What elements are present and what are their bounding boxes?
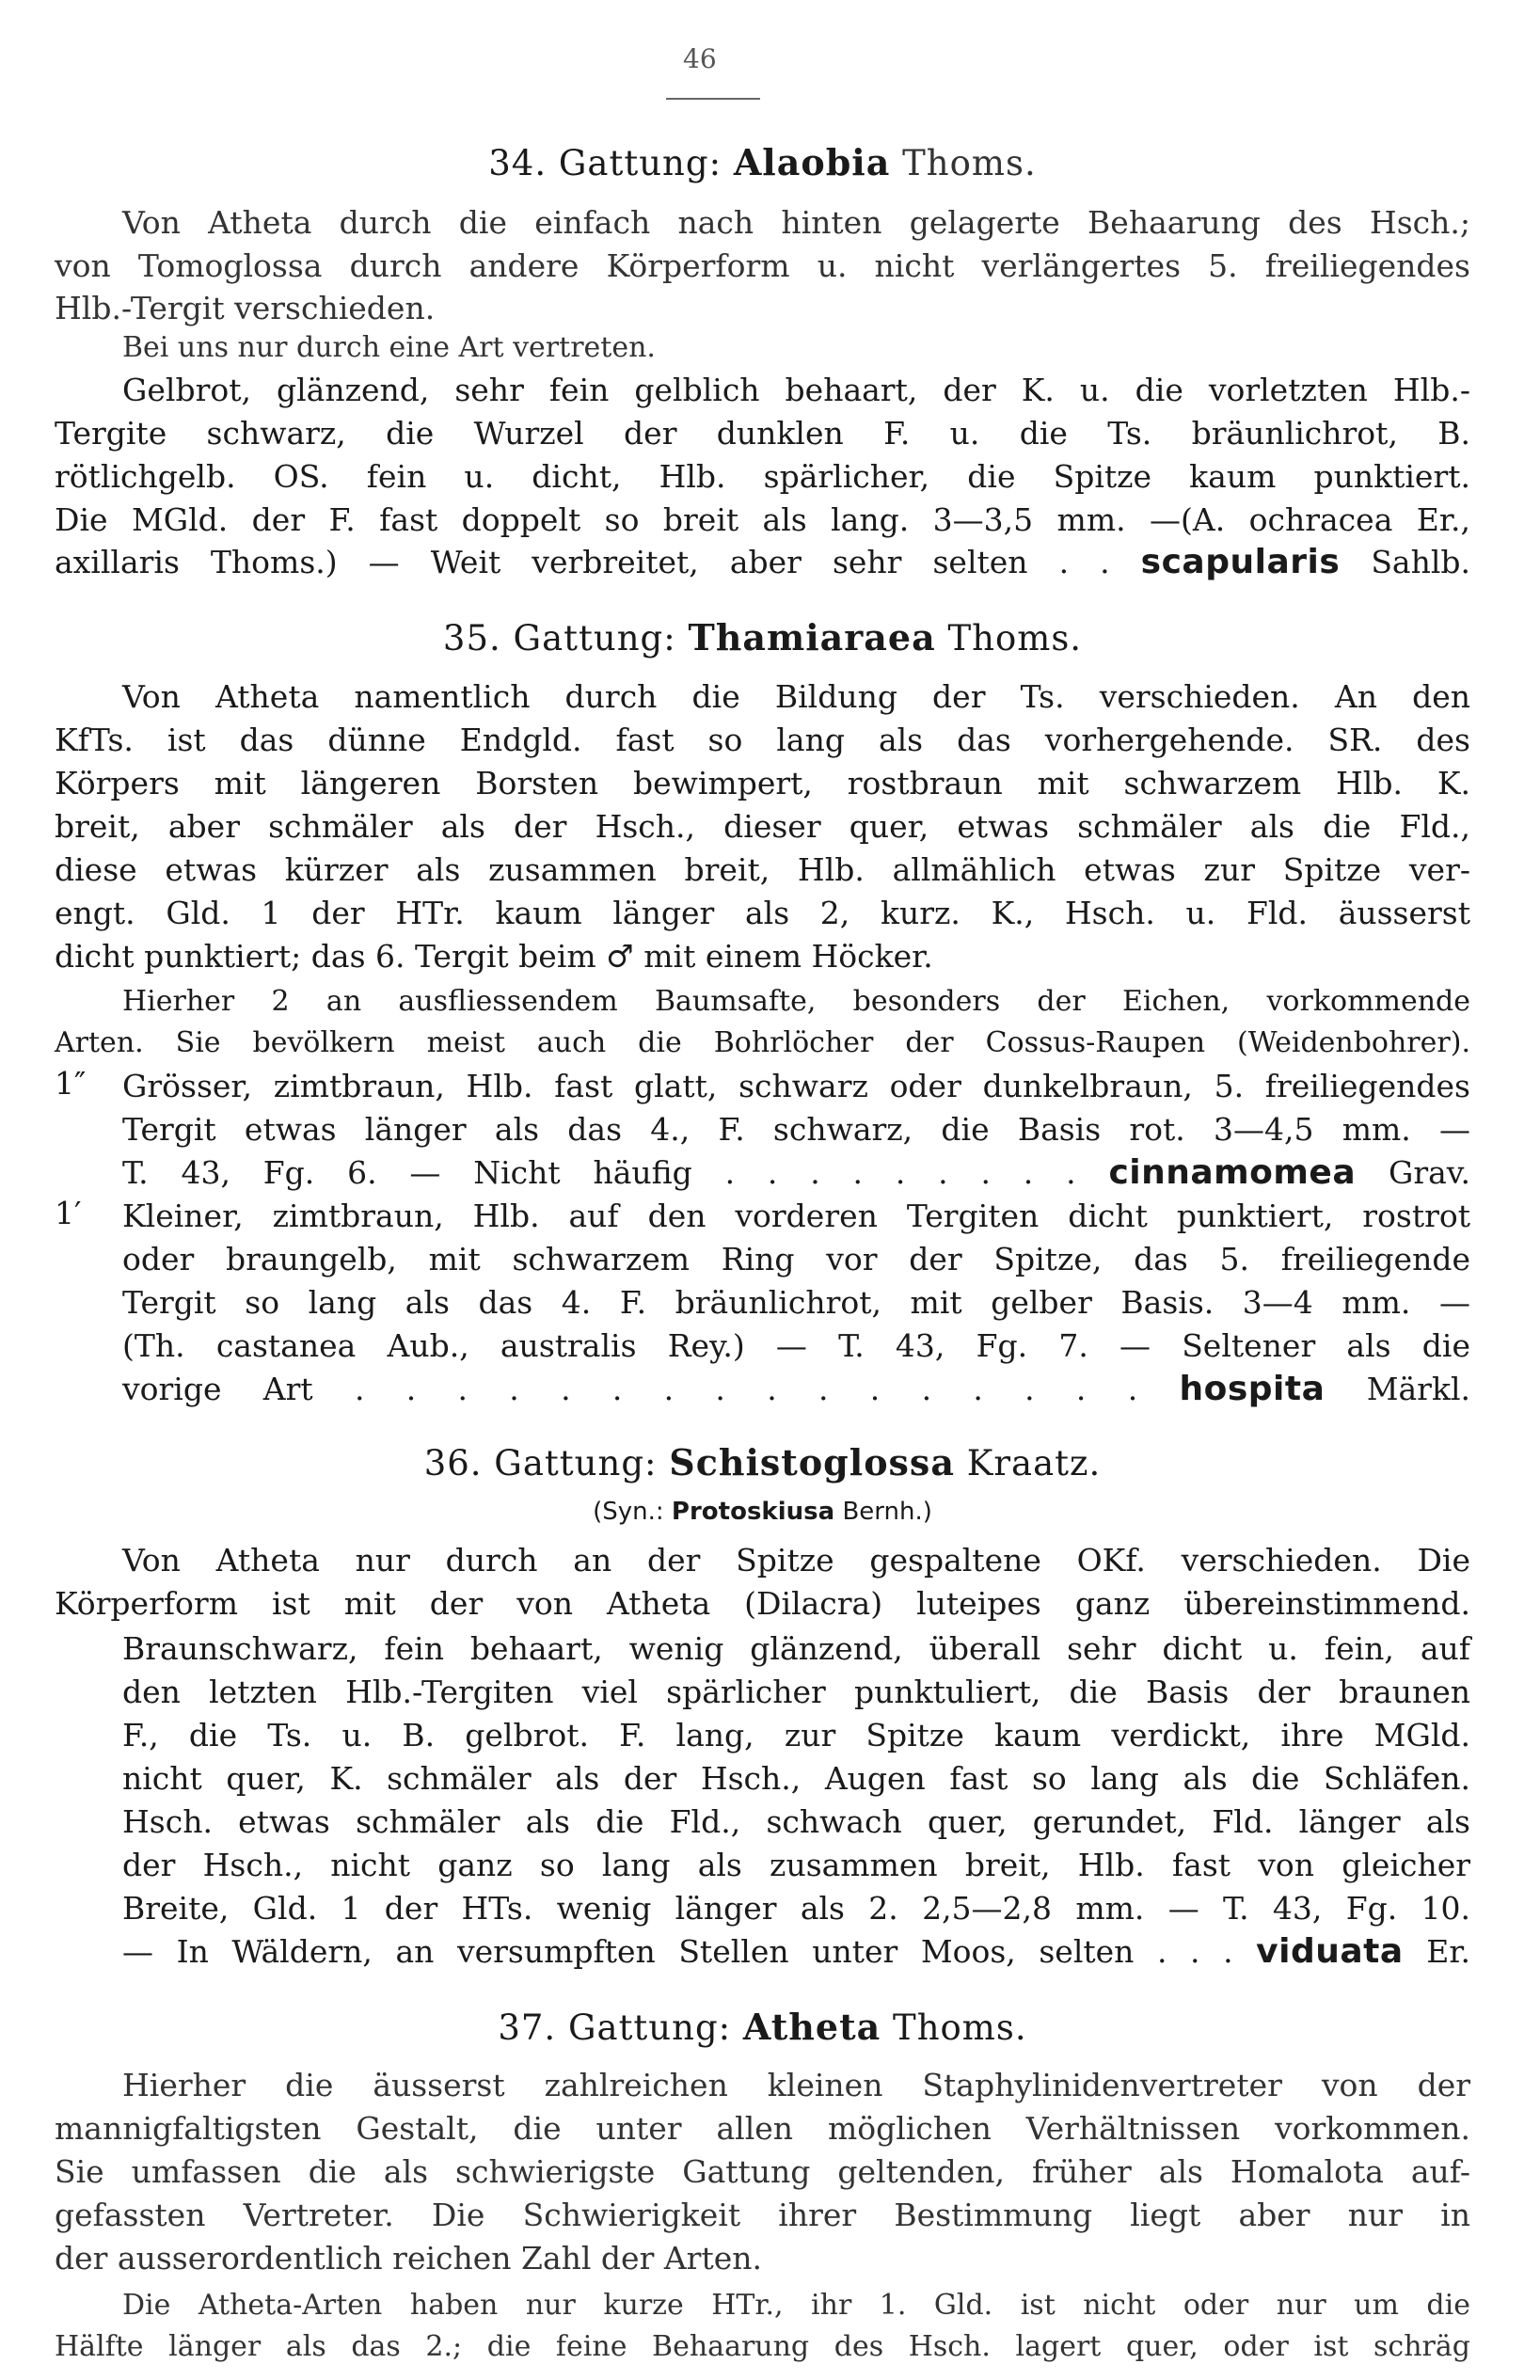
s36-species-name: viduata [1256,1932,1404,1971]
s35-line-2: KfTs. ist das dünne Endgld. fast so lang als das vorhergehende. SR. des [55,722,1470,758]
s34-species-name: scapularis [1140,543,1341,581]
s36-line-6: nicht quer, K. schmäler als der Hsch., Augen fast so lang als die Schläfen. [122,1760,1470,1797]
s36-line-8: der Hsch., nicht ganz so lang als zusammen breit, Hlb. fast von gleicher [122,1847,1470,1883]
s35-line-7: dicht punktiert; das 6. Tergit beim ♂ mit einem Höcker. [55,938,933,975]
s35-line-3: Körpers mit längeren Borsten bewimpert, rostbraun mit schwarzem Hlb. K. [55,765,1470,801]
section-37-heading [55,2006,1470,2048]
key2-line-5-text: vorige Art . . . . . . . . . . . . . . . . [122,1371,1138,1407]
section-36-author: Kraatz. [966,1443,1102,1484]
synonym-author: Bernh.) [842,1498,932,1526]
section-36-genus: Schistoglossa [669,1441,955,1484]
section-35-heading [55,616,1470,658]
section-37-number: 37. Gattung: [498,2007,732,2048]
s36-line-1: Von Atheta nur durch an der Spitze gespaltene OKf. verschieden. Die [122,1542,1470,1579]
s34-line-4: Bei uns nur durch eine Art vertreten. [122,331,656,364]
s35-line-8: Hierher 2 an ausfliessendem Baumsafte, besonders der Eichen, vorkommende [122,985,1470,1018]
s36-line-5: F., die Ts. u. B. gelbrot. F. lang, zur Spitze kaum verdickt, ihre MGld. [122,1717,1470,1753]
s36-line-3: Braunschwarz, fein behaart, wenig glänzend, überall sehr dicht u. fein, auf [122,1630,1470,1667]
section-35-genus: Thamiaraea [688,616,936,658]
key2-species-author: Märkl. [1366,1371,1470,1407]
key1-line-3-text: T. 43, Fg. 6. — Nicht häufig . . . . . . . . . [122,1154,1076,1191]
key2-line-2: oder braungelb, mit schwarzem Ring vor der Spitze, das 5. freiliegende [122,1241,1470,1277]
section-35-number: 35. Gattung: [442,618,676,658]
key-mark-1b: 1′ [55,1195,82,1231]
section-34-heading [55,141,1470,183]
s36-line-7: Hsch. etwas schmäler als die Fld., schwach quer, gerundet, Fld. länger als [122,1803,1470,1840]
key1-line-2: Tergit etwas länger als das 4., F. schwarz, die Basis rot. 3—4,5 mm. — [122,1111,1470,1148]
s36-line-10-text: — In Wäldern, an versumpften Stellen unter Moos, selten . . . [122,1933,1233,1970]
s37-line-1: Hierher die äusserst zahlreichen kleinen Staphylinidenvertreter von der [122,2067,1470,2103]
key2-line-4: (Th. castanea Aub., australis Rey.) — T. 43, Fg. 7. — Seltener als die [122,1327,1470,1364]
s37-line-2: mannigfaltigsten Gestalt, die unter allen möglichen Verhältnissen vorkommen. [55,2110,1470,2147]
s34-line-9-text: axillaris Thoms.) — Weit verbreitet, aber sehr selten . . [55,544,1110,580]
s35-line-5: diese etwas kürzer als zusammen breit, Hlb. allmählich etwas zur Spitze ver- [55,851,1470,888]
key2-species-name: hospita [1179,1370,1326,1408]
section-36-number: 36. Gattung: [423,1443,658,1484]
key1-species-name: cinnamomea [1108,1153,1357,1192]
s34-line-6: Tergite schwarz, die Wurzel der dunklen F. u. die Ts. bräunlichrot, B. [55,415,1470,452]
key2-line-5 [55,1368,1470,1411]
section-36-synonym [55,1498,1470,1526]
section-36-heading [55,1441,1470,1484]
s36-line-10 [55,1930,1470,1974]
s34-line-8: Die MGld. der F. fast doppelt so breit als lang. 3—3,5 mm. —(A. ochracea Er., [55,501,1470,538]
page-number: 46 [683,43,717,74]
section-35-author: Thoms. [947,618,1083,658]
key2-line-3: Tergit so lang als das 4. F. bräunlichrot, mit gelber Basis. 3—4 mm. — [122,1284,1470,1321]
section-37-author: Thoms. [893,2007,1027,2048]
s36-species-author: Er. [1426,1933,1470,1970]
section-34-author: Thoms. [902,143,1037,183]
key1-line-3 [55,1151,1470,1195]
synonym-prefix: (Syn.: [593,1498,664,1526]
s36-line-9: Breite, Gld. 1 der HTs. wenig länger als 2. 2,5—2,8 mm. — T. 43, Fg. 10. [122,1890,1470,1927]
s34-line-5: Gelbrot, glänzend, sehr fein gelblich behaart, der K. u. die vorletzten Hlb.- [122,372,1470,408]
s36-line-2: Körperform ist mit der von Atheta (Dilacra) luteipes ganz übereinstimmend. [55,1585,1470,1622]
s35-line-6: engt. Gld. 1 der HTr. kaum länger als 2, kurz. K., Hsch. u. Fld. äusserst [55,895,1470,931]
key2-line-1: Kleiner, zimtbraun, Hlb. auf den vorderen Tergiten dicht punktiert, rostrot [122,1198,1470,1234]
synonym-genus: Protoskiusa [671,1498,835,1526]
s34-species-author: Sahlb. [1371,544,1471,580]
s35-line-4: breit, aber schmäler als der Hsch., dieser quer, etwas schmäler als die Fld., [55,808,1470,845]
section-34-number: 34. Gattung: [488,143,722,183]
key-mark-1a: 1″ [55,1065,87,1102]
s35-line-1: Von Atheta namentlich durch die Bildung der Ts. verschieden. An den [122,678,1470,715]
s34-line-9 [55,541,1470,584]
page-number-rule [666,98,760,100]
s37-line-5: der ausserordentlich reichen Zahl der Arten. [55,2240,762,2277]
s37-line-3: Sie umfassen die als schwierigste Gattung geltenden, früher als Homalota auf- [55,2153,1470,2190]
section-34-genus: Alaobia [733,141,891,183]
s34-line-2: von Tomoglossa durch andere Körperform u. nicht verlängertes 5. freiliegendes [55,247,1470,284]
s37-line-7: Hälfte länger als das 2.; die feine Behaarung des Hsch. lagert quer, oder ist schräg [55,2330,1470,2363]
s36-line-4: den letzten Hlb.-Tergiten viel spärlicher punktuliert, die Basis der braunen [122,1674,1470,1710]
s34-line-3: Hlb.-Tergit verschieden. [55,290,436,326]
s37-line-4: gefassten Vertreter. Die Schwierigkeit ihrer Bestimmung liegt aber nur in [55,2197,1470,2233]
key1-line-1: Grösser, zimtbraun, Hlb. fast glatt, schwarz oder dunkelbraun, 5. freiliegendes [122,1068,1470,1104]
s34-line-7: rötlichgelb. OS. fein u. dicht, Hlb. spärlicher, die Spitze kaum punktiert. [55,458,1470,495]
s37-line-6: Die Atheta-Arten haben nur kurze HTr., ihr 1. Gld. ist nicht oder nur um die [122,2289,1470,2322]
section-37-genus: Atheta [742,2006,881,2048]
s34-line-1: Von Atheta durch die einfach nach hinten gelagerte Behaarung des Hsch.; [122,204,1470,241]
s35-line-9: Arten. Sie bevölkern meist auch die Bohrlöcher der Cossus-Raupen (Weidenbohrer). [55,1026,1470,1059]
key1-species-author: Grav. [1388,1154,1470,1191]
